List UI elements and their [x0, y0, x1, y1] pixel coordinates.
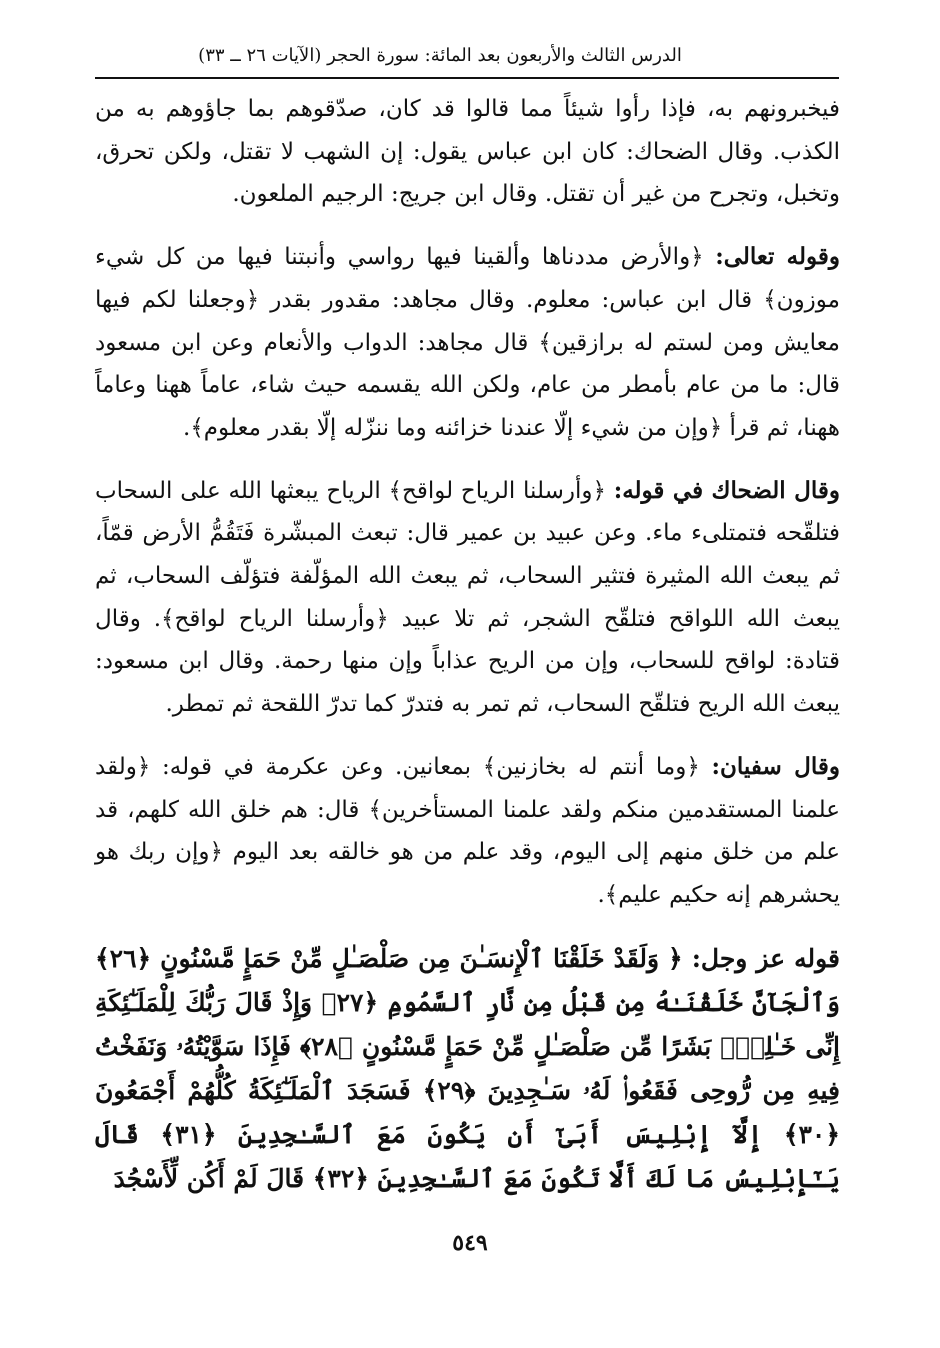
- quran-lead: قوله عز وجل:: [691, 943, 840, 973]
- running-header: الدرس الثالث والأربعون بعد المائة: سورة الحجر (الآيات ٢٦ ــ ٣٣): [198, 45, 682, 66]
- paragraph-text: ﴿وأرسلنا الرياح لواقح﴾ الرياح يبعثها الله على السحاب فتلقّحه فتمتلىء ماء. وعن عبيد بن عمير قال: تبعث المبشّرة فَتَقُمُّ الأرض قمّاً، ثم يبعث الله المثيرة فتثير السحاب، ثم يبعث الله المؤلّفة فتؤلّف السحاب، ثم يبعث الله اللواقح فتلقّح الشجر، ثم تلا عبيد ﴿وأرسلنا الرياح لواقح﴾. وقال قتادة: لواقح للسحاب، وإن من الريح عذاباً وإن منها رحمة. وقال ابن مسعود: يبعث الله الريح فتلقّح السحاب، ثم تمر به فتدرّ كما تدرّ اللقحة ثم تمطر.: [95, 477, 840, 718]
- paragraph-2: [95, 236, 840, 450]
- paragraph-text: ﴿والأرض مددناها وألقينا فيها رواسي وأنبتنا فيها من كل شيء موزون﴾ قال ابن عباس: معلوم. وقال مجاهد: مقدور بقدر ﴿وجعلنا لكم فيها معايش ومن لستم له برازقين﴾ قال مجاهد: الدواب والأنعام وعن ابن مسعود قال: ما من عام بأمطر من عام، ولكن الله يقسمه حيث شاء، عاماً ههنا وعاماً ههنا، ثم قرأ ﴿وإن من شيء إلّا عندنا خزائنه وما ننزّله إلّا بقدر معلوم﴾.: [95, 244, 840, 441]
- paragraph-text: فيخبرونهم به، فإذا رأوا شيئاً مما قالوا قد كان، صدّقوهم بما جاؤوهم به من الكذب. وقال الضحاك: كان ابن عباس يقول: إن الشهب لا تقتل، ولكن تحرق، وتخبل، وتجرح من غير أن تقتل. وقال ابن جريج: الرجيم الملعون.: [95, 96, 840, 208]
- paragraph-4: [95, 746, 840, 917]
- paragraph-lead: وقال سفيان:: [711, 752, 840, 780]
- header-rule: [95, 77, 839, 79]
- paragraph-1: [95, 88, 840, 216]
- paragraph-text: ﴿وما أنتم له بخازنين﴾ بمعانين. وعن عكرمة في قوله: ﴿ولقد علمنا المستقدمين منكم ولقد علمنا المستأخرين﴾ قال: هم خلق الله كلهم، قد علم من خلق منهم إلى اليوم، وقد علم من هو خالقه بعد اليوم ﴿وإن ربك هو يحشرهم إنه حكيم عليم﴾.: [95, 753, 840, 908]
- quran-passage: [95, 937, 840, 1201]
- quran-verses: ﴿ وَلَقَدْ خَلَقْنَا ٱلْإِنسَـٰنَ مِن صَلْصَـٰلٍ مِّنْ حَمَإٍ مَّسْنُونٍ ﴿٢٦﴾ وَٱلْجَآنَّ خَلَقْنَـٰهُ مِن قَبْلُ مِن نَّارِ ٱلسَّمُومِ ﴿٢٧﴾ وَإِذْ قَالَ رَبُّكَ لِلْمَلَـٰٓئِكَةِ إِنِّى خَـٰلِقٌۢ بَشَرًا مِّن صَلْصَـٰلٍ مِّنْ حَمَإٍ مَّسْنُونٍ ﴿٢٨﴾ فَإِذَا سَوَّيْتُهُۥ وَنَفَخْتُ فِيهِ مِن رُّوحِى فَقَعُوا۟ لَهُۥ سَـٰجِدِينَ ﴿٢٩﴾ فَسَجَدَ ٱلْمَلَـٰٓئِكَةُ كُلُّهُمْ أَجْمَعُونَ ﴿٣٠﴾ إِلَّآ إِبْلِيسَ أَبَىٰٓ أَن يَكُونَ مَعَ ٱلسَّـٰجِدِينَ ﴿٣١﴾ قَالَ يَـٰٓإِبْلِيسُ مَا لَكَ أَلَّا تَكُونَ مَعَ ٱلسَّـٰجِدِينَ ﴿٣٢﴾ قَالَ لَمْ أَكُن لِّأَسْجُدَ: [95, 943, 840, 1193]
- paragraph-lead: وقال الضحاك في قوله:: [613, 476, 840, 504]
- paragraph-lead: وقوله تعالى:: [715, 243, 840, 271]
- page-number: ٥٤٩: [452, 1230, 488, 1256]
- paragraph-3: [95, 470, 840, 726]
- page-body: [95, 88, 840, 1226]
